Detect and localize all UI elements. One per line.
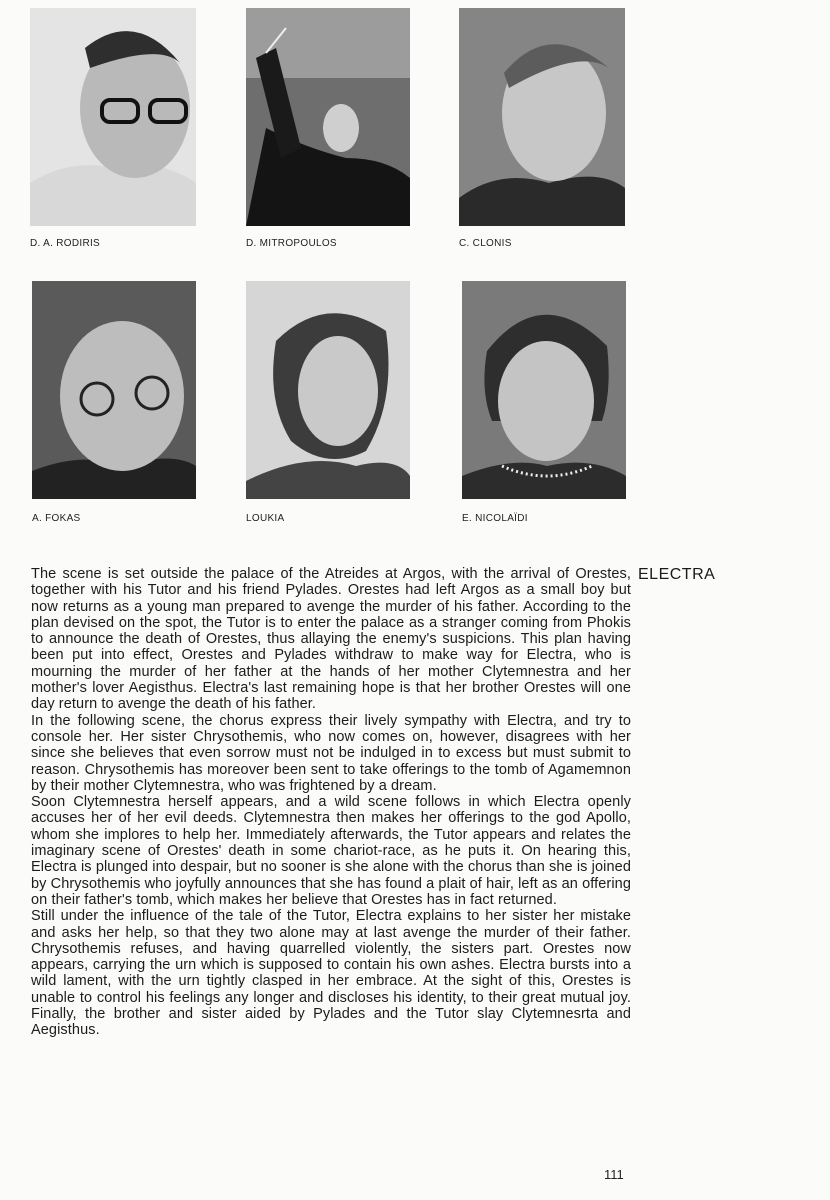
portrait-silhouette xyxy=(462,281,626,499)
portrait-rodiris xyxy=(30,8,196,226)
caption-rodiris: D. A. RODIRIS xyxy=(30,238,101,249)
synopsis-paragraph: In the following scene, the chorus express their lively sympathy with Electra, and try to console her. Her sister Chrysothemis, who now comes on, however, disagrees with her since she believes that even sorrow must not be indulged in to excess but must submit to reason. Chrysothemis has moreover been sent to take offerings to the tomb of Agamemnon by their mother Clytemnestra, who was frightened by a dream. xyxy=(31,712,631,794)
section-title: ELECTRA xyxy=(638,566,716,583)
portrait-silhouette xyxy=(246,8,410,226)
portrait-silhouette xyxy=(30,8,196,226)
portrait-silhouette xyxy=(459,8,625,226)
synopsis-text xyxy=(31,566,631,1039)
caption-loukia: LOUKIA xyxy=(246,513,285,524)
page-number: 111 xyxy=(604,1167,624,1182)
portrait-fokas xyxy=(32,281,196,499)
caption-mitropoulos: D. MITROPOULOS xyxy=(246,238,337,249)
synopsis-paragraph: Still under the influence of the tale of the Tutor, Electra explains to her sister her mistake and asks her help, so that they two alone may at last avenge the murder of their father. Chrysothemis refuses, and having quarrelled violently, the sisters part. Orestes now appears, carrying the urn which is supposed to contain his own ashes. Electra bursts into a wild lament, with the urn tightly clasped in her embrace. At the sight of this, Orestes is unable to control his feelings any longer and discloses his identity, to their great mutual joy. Finally, the brother and sister aided by Pylades and the Tutor slay Clytemnesrta and Aegisthus. xyxy=(31,908,631,1039)
portrait-mitropoulos xyxy=(246,8,410,226)
portrait-silhouette xyxy=(32,281,196,499)
synopsis-paragraph: The scene is set outside the palace of the Atreides at Argos, with the arrival of Orestes, together with his Tutor and his friend Pylades. Orestes had left Argos as a small boy but now returns as a young man prepared to avenge the murder of his father. According to the plan devised on the spot, the Tutor is to enter the palace as a stranger coming from Phokis to announce the death of Orestes, thus allaying the enemy's suspicions. This plan having been put into effect, Orestes and Pylades withdraw to make way for Electra, who is mourning the murder of her father at the hands of her mother Clytemnestra and her mother's lover Aegisthus. Electra's last remaining hope is that her brother Orestes will one day return to avenge the death of his father. xyxy=(31,566,631,713)
synopsis-paragraph: Soon Clytemnestra herself appears, and a wild scene follows in which Electra openly accuses her of her evil deeds. Clytemnestra then makes her offerings to the god Apollo, whom she implores to help her. Immediately afterwards, the Tutor appears and relates the imaginary scene of Orestes' death in some chariot-race, as he puts it. On hearing this, Electra is plunged into despair, but no sooner is she alone with the chorus than she is joined by Chrysothemis who joyfully announces that she has found a plait of hair, left as an offering on their father's tomb, which makes her believe that Orestes has in fact returned. xyxy=(31,794,631,908)
caption-nicolaidi: E. NICOLAÏDI xyxy=(462,513,528,524)
caption-clonis: C. CLONIS xyxy=(459,238,512,249)
portrait-silhouette xyxy=(246,281,410,499)
portrait-nicolaidi xyxy=(462,281,626,499)
portrait-clonis xyxy=(459,8,625,226)
caption-fokas: A. FOKAS xyxy=(32,513,81,524)
portrait-loukia xyxy=(246,281,410,499)
